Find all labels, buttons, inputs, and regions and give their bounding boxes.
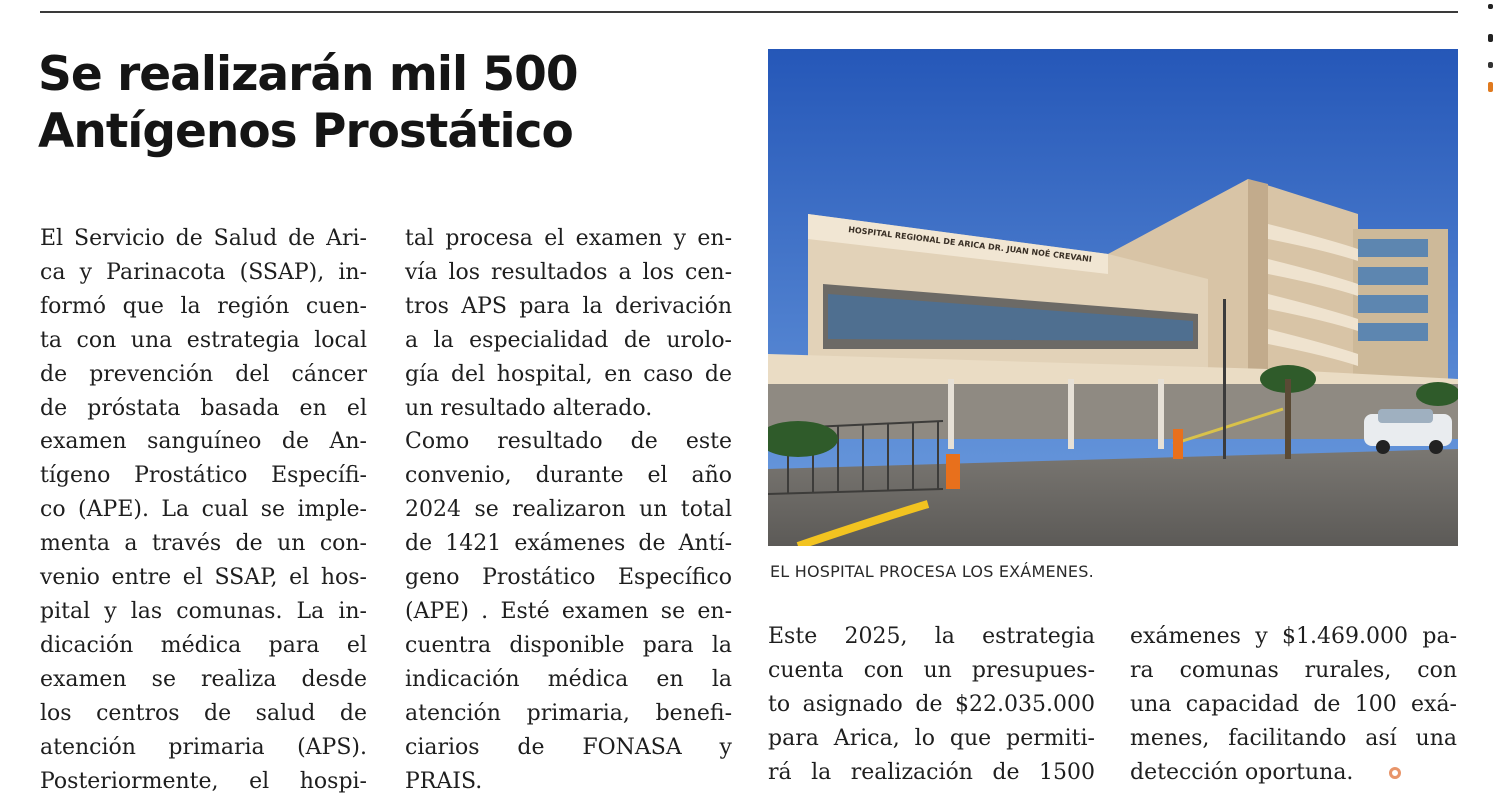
text-line: los centros de salud de [40, 700, 367, 726]
page-edge-marks [1488, 0, 1496, 120]
text-line: de 1421 exámenes de Antí- [405, 531, 732, 557]
end-of-article-icon [1389, 767, 1401, 779]
body-column-1 [40, 222, 367, 798]
article-headline [38, 46, 738, 160]
text-line: 2024 se realizaron un total [405, 497, 732, 523]
text-line: PRAIS. [405, 768, 483, 794]
text-line: atención primaria (APS). [40, 734, 367, 760]
text-line: gía del hospital, en caso de [405, 361, 732, 387]
text-line: de próstata basada en el [40, 395, 367, 421]
text-line: examen se realiza desde [40, 666, 367, 692]
text-line: rá la realización de 1500 [768, 759, 1095, 785]
text-line: indicación médica en la [405, 666, 732, 692]
text-line: venio entre el SSAP, el hos- [40, 565, 367, 591]
text-line: Posteriormente, el hospi- [40, 768, 367, 794]
headline-line: Antígenos Prostático [38, 104, 573, 159]
body-column-4 [1130, 620, 1457, 790]
photo-caption: EL HOSPITAL PROCESA LOS EXÁMENES. [770, 562, 1094, 581]
building-sign-text: HOSPITAL REGIONAL DE ARICA DR. JUAN NOÉ CREVANI [847, 225, 1093, 264]
text-line: to asignado de $22.035.000 [768, 691, 1095, 717]
text-line: una capacidad de 100 exá- [1130, 691, 1457, 717]
top-rule [40, 11, 1458, 13]
text-line: ta con una estrategia local [40, 327, 367, 353]
body-column-2 [405, 222, 732, 798]
text-line: examen sanguíneo de An- [40, 429, 367, 455]
text-line: detección oportuna. [1130, 759, 1354, 785]
text-line: El Servicio de Salud de Ari- [40, 226, 367, 251]
text-line: pital y las comunas. La in- [40, 598, 367, 624]
text-line: (APE) . Esté examen se en- [405, 598, 732, 624]
text-line: dicación médica para el [40, 632, 367, 658]
text-line: tros APS para la derivación [405, 293, 732, 319]
text-line: Este 2025, la estrategia [768, 624, 1095, 649]
text-line: un resultado alterado. [405, 395, 653, 421]
text-line: ciarios de FONASA y [405, 734, 732, 760]
text-line: exámenes y $1.469.000 pa- [1130, 624, 1457, 649]
text-line: ca y Parinacota (SSAP), in- [40, 259, 367, 285]
text-line: Como resultado de este [405, 429, 732, 455]
headline-line: Se realizarán mil 500 [38, 47, 578, 102]
text-line: convenio, durante el año [405, 463, 732, 489]
text-line: atención primaria, benefi- [405, 700, 732, 726]
text-line: menes, facilitando así una [1130, 725, 1457, 751]
text-line: co (APE). La cual se imple- [40, 497, 367, 523]
text-line: vía los resultados a los cen- [405, 259, 732, 285]
body-column-3 [768, 620, 1095, 790]
text-line: formó que la región cuen- [40, 293, 367, 319]
text-line: menta a través de un con- [40, 531, 367, 557]
text-line: cuentra disponible para la [405, 632, 732, 658]
final-line [1130, 756, 1457, 790]
text-line: geno Prostático Específico [405, 565, 732, 591]
text-line: de prevención del cáncer [40, 361, 367, 387]
text-line: cuenta con un presupues- [768, 657, 1095, 683]
text-line: tígeno Prostático Específi- [40, 463, 367, 489]
hospital-photo [768, 49, 1458, 546]
text-line: a la especialidad de urolo- [405, 327, 732, 353]
hospital-illustration [768, 49, 1458, 546]
text-line: tal procesa el examen y en- [405, 226, 732, 251]
text-line: para Arica, lo que permiti- [768, 725, 1095, 751]
text-line: ra comunas rurales, con [1130, 657, 1457, 683]
